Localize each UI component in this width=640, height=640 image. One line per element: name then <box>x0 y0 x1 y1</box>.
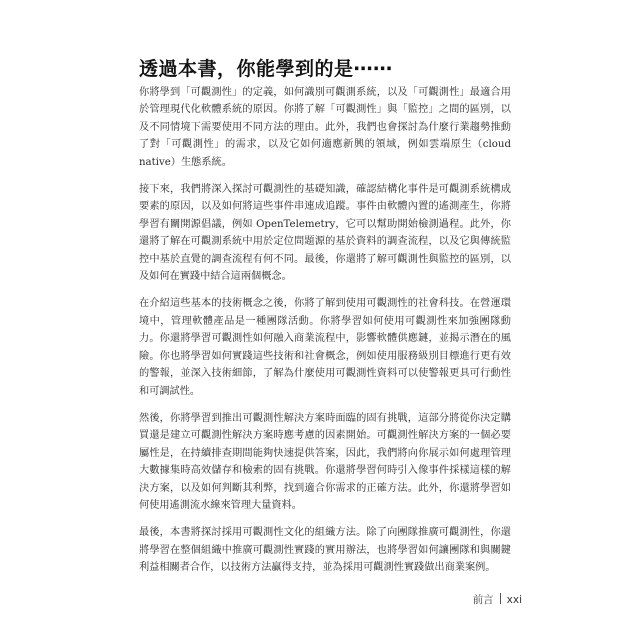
paragraph-1: 你將學到「可觀測性」的定義，如何識別可觀測系統，以及「可觀測性」最適合用於管理現代化軟體系統的原因。你將了解「可觀測性」與「監控」之間的區別，以及不同情境下需要使用不同方法的理由。此外，我們也會探討為什麼行業趨勢推動了對「可觀測性」的需求，以及它如何適應新興的領域，例如雲端原生（cloud native）生態系統。 <box>139 87 511 168</box>
footer-divider <box>500 593 501 604</box>
page-footer <box>473 592 522 607</box>
paragraph-4: 然後，你將學習到推出可觀測性解決方案時面臨的固有挑戰，這部分將從你決定購買還是建立可觀測性解決方案時應考慮的因素開始。可觀測性解決方案的一個必要屬性是，在持續排查期間能夠快速提供答案，因此，我們將向你展示如何處理管理大數據集時高效儲存和檢索的固有挑戰。你還將學習何時引入像事件採樣這樣的解決方案，以及如何判斷其利弊，找到適合你需求的正確方法。此外，你還將學習如何使用遙測流水線來管理大量資料。 <box>139 412 511 511</box>
paragraph-3: 在介紹這些基本的技術概念之後，你將了解到使用可觀測性的社會科技。在營運環境中，管理軟體產品是一種團隊活動。你將學習如何使用可觀測性來加強團隊動力。你還將學習可觀測性如何融入商業流程中，影響軟體供應鏈，並揭示潛在的風險。你也將學習如何實踐這些技術和社會概念，例如使用服務級別目標進行更有效的警報，並深入技術細節，了解為什麼使用可觀測性資料可以使警報更具可行動性和可調試性。 <box>139 298 511 397</box>
section-title: 透過本書，你能學到的是⋯⋯ <box>139 58 393 80</box>
footer-section-label: 前言 <box>472 594 494 606</box>
paragraph-2: 接下來，我們將深入探討可觀測性的基礎知識，確認結構化事件是可觀測系統構成要素的原因，以及如何將這些事件串連成追蹤。事件由軟體內置的遙測產生，你將學習有關開源倡議，例如 OpenTelemetry，它可以幫助開始檢測過程。此外，你還將了解在可觀測系統中用於定位問題源的基於資料的調查流程，以及它與傳統監控中基於直覺的調查流程有何不同。最後，你還將了解可觀測性與監控的區別，以及如何在實踐中結合這兩個概念。 <box>139 184 511 283</box>
paragraph-5: 最後，本書將探討採用可觀測性文化的組織方法。除了向團隊推廣可觀測性，你還將學習在整個組織中推廣可觀測性實踐的實用辦法，也將學習如何讓團隊和與關鍵利益相關者合作，以技術方法贏得支持，並為採用可觀測性實踐做出商業案例。 <box>139 527 511 574</box>
footer-page-number: xxi <box>506 594 522 606</box>
body-text <box>139 84 511 587</box>
